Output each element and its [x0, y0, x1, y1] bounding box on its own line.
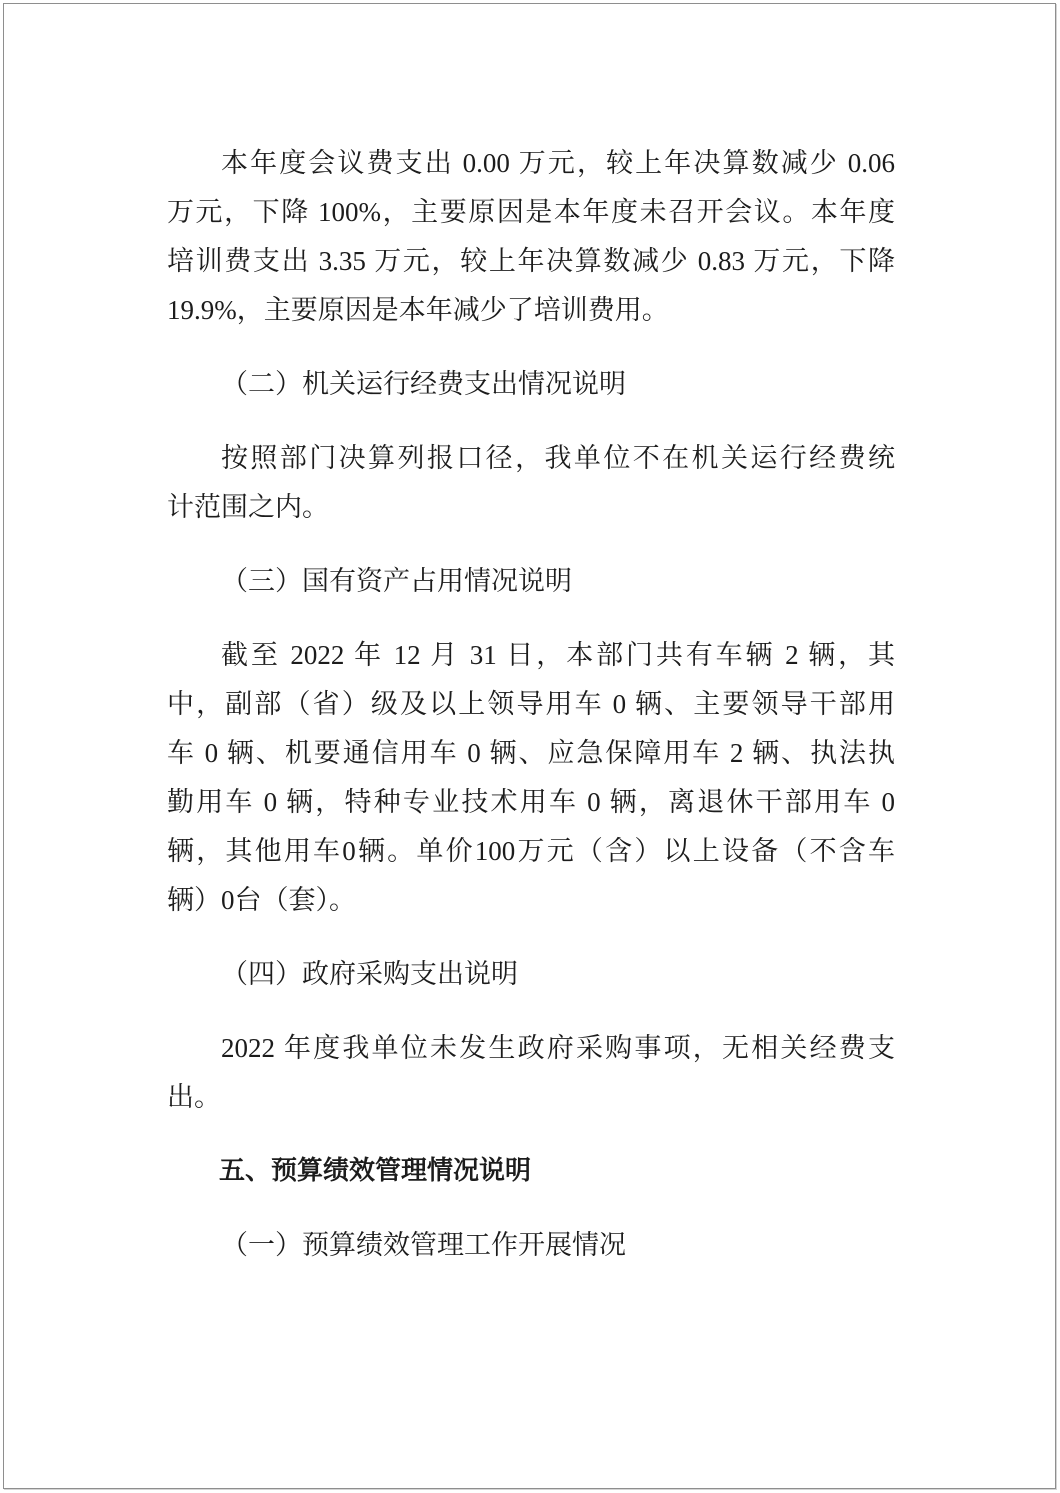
section-heading-performance-management: 五、预算绩效管理情况说明: [219, 1156, 532, 1186]
text-line: 培训费支出 3.35 万元，较上年决算数减少 0.83 万元，下降: [167, 246, 895, 276]
text-line: 19.9%，主要原因是本年减少了培训费用。: [167, 295, 669, 325]
text-line: 辆）0台（套）。: [167, 885, 356, 915]
paragraph-procurement: [167, 1024, 895, 1122]
text-line: 本年度会议费支出 0.00 万元，较上年决算数减少 0.06: [221, 148, 895, 178]
text-line: 辆，其他用车0辆。单价100万元（含）以上设备（不含车: [167, 836, 895, 866]
subheading-operating-costs: （二）机关运行经费支出情况说明: [221, 369, 626, 399]
paragraph-state-assets: [167, 631, 895, 925]
text-line: 2022 年度我单位未发生政府采购事项，无相关经费支: [221, 1033, 895, 1063]
text-line: 勤用车 0 辆，特种专业技术用车 0 辆，离退休干部用车 0: [167, 787, 895, 817]
text-line: 车 0 辆、机要通信用车 0 辆、应急保障用车 2 辆、执法执: [167, 738, 895, 768]
text-line: 按照部门决算列报口径，我单位不在机关运行经费统: [221, 443, 895, 473]
subheading-procurement: （四）政府采购支出说明: [221, 959, 518, 989]
text-line: 截至 2022 年 12 月 31 日，本部门共有车辆 2 辆，其: [221, 640, 895, 670]
subheading-performance-work: （一）预算绩效管理工作开展情况: [221, 1230, 626, 1260]
document-body: [167, 139, 895, 1295]
text-line: 万元，下降 100%，主要原因是本年度未召开会议。本年度: [167, 197, 895, 227]
subheading-state-assets: （三）国有资产占用情况说明: [221, 566, 572, 596]
text-line: 出。: [167, 1082, 221, 1112]
text-line: 计范围之内。: [167, 492, 329, 522]
text-line: 中，副部（省）级及以上领导用车 0 辆、主要领导干部用: [167, 689, 895, 719]
paragraph-meeting-training-costs: [167, 139, 895, 335]
paragraph-operating-costs: [167, 434, 895, 532]
